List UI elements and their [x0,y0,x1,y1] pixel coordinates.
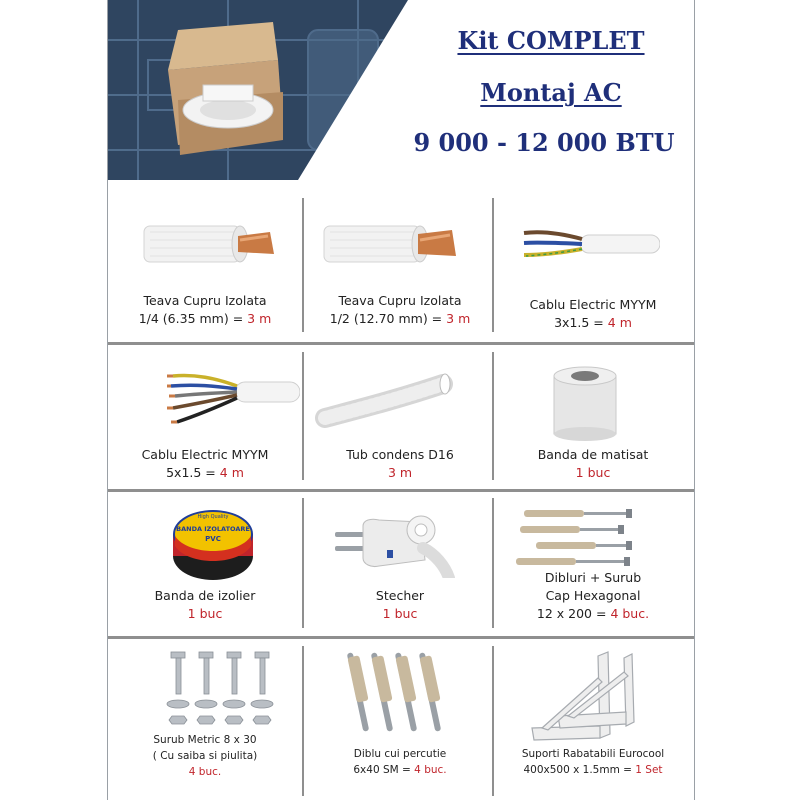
tape-label-pvc: PVC [205,535,221,543]
item-name-line-2: Cap Hexagonal [545,588,641,603]
item-name: Diblu cui percutie [353,748,447,760]
wall-anchor-screws-icon [516,504,636,568]
nail-anchors-icon [347,648,457,738]
grid-divider [302,198,304,332]
item-wrapping-tape [498,350,688,490]
item-name: Suporti Rabatabili Eurocool [521,748,665,760]
tape-roll-icon [550,362,620,442]
wall-brackets-icon [528,650,658,742]
item-quantity: 4 buc. [414,764,447,776]
item-spec: 6x40 SM = [353,764,415,776]
item-spec: 400x500 x 1.5mm = [523,764,636,776]
item-copper-pipe-1-4 [110,200,300,340]
item-metric-bolts [110,644,300,794]
item-quantity: 4 m [607,315,632,330]
insulation-tape-icon [168,506,258,584]
item-quantity: 1 buc [382,606,418,621]
item-spec: 3x1.5 = [554,315,608,330]
hero-kit-image [108,0,408,180]
item-copper-pipe-1-2 [305,200,495,340]
item-spec: 1/2 (12.70 mm) = [329,311,447,326]
item-quantity: 3 m [247,311,272,326]
five-core-cable-icon [165,360,300,430]
item-nail-anchors [305,644,495,794]
item-insulation-tape [110,498,300,638]
title-line-2: Montaj AC [480,78,622,107]
product-sheet [107,0,695,800]
item-name: Surub Metric 8 x 30 [153,734,257,746]
grid-divider [302,498,304,628]
item-spec: 1/4 (6.35 mm) = [138,311,248,326]
item-spec: 12 x 200 = [536,606,611,621]
item-name: Cablu Electric MYYM [141,447,269,462]
item-name: Stecher [375,588,425,603]
item-name: Teava Cupru Izolata [338,293,462,308]
three-core-cable-icon [520,215,660,275]
item-name: Banda de matisat [537,447,649,462]
item-wall-brackets [498,644,688,794]
condensate-hose-icon [315,370,455,430]
tape-label-quality: High Quality [197,514,229,520]
tape-label-main: BANDA IZOLATOARE [176,525,250,533]
grid-divider [302,646,304,796]
item-name: Cablu Electric MYYM [529,297,657,312]
item-quantity: 3 m [387,465,413,480]
title-line-3: 9 000 - 12 000 BTU [413,128,675,157]
item-name: Dibluri + Surub [544,570,642,585]
insulated-copper-pipe-icon [140,218,280,273]
item-quantity: 1 Set [635,764,663,776]
item-spec: 5x1.5 = [166,465,220,480]
item-plug [305,498,495,638]
item-quantity: 4 buc. [188,766,222,778]
grid-divider [302,352,304,480]
item-quantity: 4 m [219,465,244,480]
item-name-line-2: ( Cu saiba si piulita) [152,750,258,762]
plug-icon [335,508,465,578]
metric-bolts-icon [165,650,280,726]
item-name: Teava Cupru Izolata [143,293,267,308]
item-name: Tub condens D16 [346,447,454,462]
item-name: Banda de izolier [154,588,256,603]
item-quantity: 1 buc [187,606,223,621]
item-cable-5x1-5 [110,350,300,490]
item-quantity: 3 m [446,311,471,326]
item-cable-3x1-5 [498,200,688,340]
grid-divider [108,342,694,345]
title-line-1: Kit COMPLET [457,26,645,55]
hero-diagonal-cut [108,0,408,180]
item-wall-anchors [498,498,688,638]
item-quantity: 4 buc. [610,606,650,621]
item-quantity: 1 buc [575,465,611,480]
insulated-copper-pipe-icon [315,218,465,273]
item-condensate-hose [305,350,495,490]
